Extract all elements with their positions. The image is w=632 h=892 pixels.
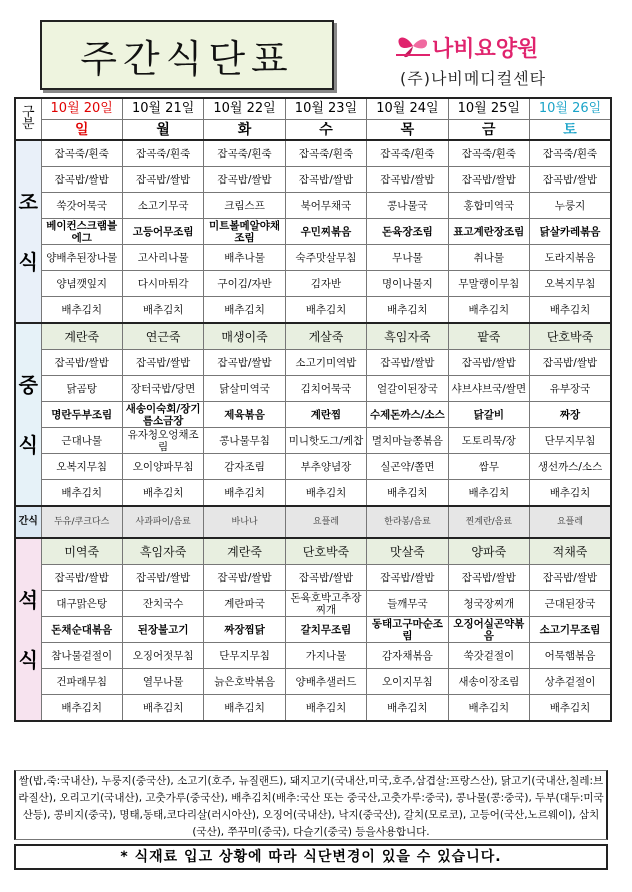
menu-cell: 배추김치 bbox=[530, 480, 611, 507]
menu-cell: 김치어묵국 bbox=[285, 376, 366, 402]
butterfly-logo-icon bbox=[396, 34, 430, 58]
breakfast-row bbox=[15, 271, 611, 297]
menu-cell: 잡곡밥/쌀밥 bbox=[122, 167, 203, 193]
menu-cell: 돈채순대볶음 bbox=[41, 617, 122, 643]
menu-cell: 잡곡밥/쌀밥 bbox=[367, 350, 448, 376]
menu-cell: 소고기무국 bbox=[122, 193, 203, 219]
menu-cell: 단호박죽 bbox=[285, 538, 366, 565]
gubun-header: 구분 bbox=[15, 98, 41, 140]
snack-cell: 찐계란/음료 bbox=[448, 506, 529, 538]
menu-cell: 양배추샐러드 bbox=[285, 669, 366, 695]
lunch-row bbox=[15, 454, 611, 480]
menu-cell: 상추겉절이 bbox=[530, 669, 611, 695]
menu-cell: 짜장 bbox=[530, 402, 611, 428]
menu-cell: 잡곡밥/쌀밥 bbox=[530, 565, 611, 591]
menu-cell: 콩나물무침 bbox=[204, 428, 285, 454]
menu-cell: 청국장찌개 bbox=[448, 591, 529, 617]
breakfast-label-char2: 식 bbox=[18, 249, 38, 274]
menu-cell: 배추김치 bbox=[204, 480, 285, 507]
menu-cell: 쑥갓겉절이 bbox=[448, 643, 529, 669]
menu-cell: 오복지무침 bbox=[41, 454, 122, 480]
menu-cell: 크림스프 bbox=[204, 193, 285, 219]
dinner-label bbox=[15, 538, 41, 721]
menu-cell: 양배추된장나물 bbox=[41, 245, 122, 271]
breakfast-label-char1: 조 bbox=[18, 189, 38, 214]
menu-cell: 잡곡밥/쌀밥 bbox=[285, 565, 366, 591]
menu-cell: 잡곡밥/쌀밥 bbox=[367, 167, 448, 193]
menu-cell: 닭살카레볶음 bbox=[530, 219, 611, 245]
menu-cell: 연근죽 bbox=[122, 323, 203, 350]
menu-cell: 도라지볶음 bbox=[530, 245, 611, 271]
date-header-row bbox=[15, 98, 611, 120]
menu-cell: 오이지무침 bbox=[367, 669, 448, 695]
menu-cell: 콩나물국 bbox=[367, 193, 448, 219]
breakfast-row bbox=[15, 297, 611, 324]
menu-cell: 홍합미역국 bbox=[448, 193, 529, 219]
menu-cell: 배추김치 bbox=[285, 695, 366, 722]
menu-cell: 돈육장조림 bbox=[367, 219, 448, 245]
menu-cell: 쌈무 bbox=[448, 454, 529, 480]
menu-cell: 배추김치 bbox=[41, 480, 122, 507]
day-cell: 금 bbox=[448, 120, 529, 141]
menu-cell: 배추김치 bbox=[204, 695, 285, 722]
dinner-row bbox=[15, 643, 611, 669]
menu-cell: 소고기미역밥 bbox=[285, 350, 366, 376]
menu-cell: 잡곡밥/쌀밥 bbox=[204, 167, 285, 193]
snack-cell: 바나나 bbox=[204, 506, 285, 538]
menu-cell: 대구맑은탕 bbox=[41, 591, 122, 617]
dinner-row bbox=[15, 565, 611, 591]
menu-cell: 잡곡밥/쌀밥 bbox=[367, 565, 448, 591]
menu-cell: 배추김치 bbox=[122, 695, 203, 722]
menu-cell: 배추김치 bbox=[367, 480, 448, 507]
menu-cell: 샤브샤브국/쌀면 bbox=[448, 376, 529, 402]
menu-cell: 짜장찜닭 bbox=[204, 617, 285, 643]
page-title: 주간식단표 bbox=[40, 20, 334, 90]
menu-cell: 근대된장국 bbox=[530, 591, 611, 617]
menu-cell: 잡곡밥/쌀밥 bbox=[285, 167, 366, 193]
menu-cell: 누룽지 bbox=[530, 193, 611, 219]
menu-cell: 잡곡죽/흰죽 bbox=[448, 140, 529, 167]
menu-cell: 우민찌볶음 bbox=[285, 219, 366, 245]
menu-cell: 구이김/자반 bbox=[204, 271, 285, 297]
menu-table bbox=[14, 97, 612, 722]
menu-cell: 건파래무침 bbox=[41, 669, 122, 695]
menu-cell: 잡곡죽/흰죽 bbox=[41, 140, 122, 167]
menu-cell: 유부장국 bbox=[530, 376, 611, 402]
breakfast-label bbox=[15, 140, 41, 323]
menu-cell: 근대나물 bbox=[41, 428, 122, 454]
menu-cell: 숙주맛살무침 bbox=[285, 245, 366, 271]
breakfast-row bbox=[15, 140, 611, 167]
dinner-row bbox=[15, 695, 611, 722]
menu-cell: 북어무채국 bbox=[285, 193, 366, 219]
menu-cell: 김자반 bbox=[285, 271, 366, 297]
menu-cell: 닭살미역국 bbox=[204, 376, 285, 402]
company-name: (주)나비메디컬센타 bbox=[400, 69, 547, 88]
menu-cell: 감자채볶음 bbox=[367, 643, 448, 669]
snack-cell: 한라봉/음료 bbox=[367, 506, 448, 538]
menu-cell: 무말랭이무침 bbox=[448, 271, 529, 297]
menu-cell: 미트볼메알야채조림 bbox=[204, 219, 285, 245]
menu-cell: 잡곡밥/쌀밥 bbox=[204, 565, 285, 591]
date-cell: 10월 23일 bbox=[285, 98, 366, 120]
day-cell: 일 bbox=[41, 120, 122, 141]
menu-cell: 열무나물 bbox=[122, 669, 203, 695]
menu-cell: 잡곡밥/쌀밥 bbox=[448, 565, 529, 591]
snack-cell: 요플레 bbox=[530, 506, 611, 538]
snack-cell: 두유/쿠크다스 bbox=[41, 506, 122, 538]
lunch-label bbox=[15, 323, 41, 506]
label-spacer bbox=[16, 217, 41, 247]
menu-cell: 배추김치 bbox=[122, 297, 203, 324]
menu-cell: 배추김치 bbox=[41, 695, 122, 722]
menu-cell: 잡곡죽/흰죽 bbox=[367, 140, 448, 167]
menu-cell: 오이양파무침 bbox=[122, 454, 203, 480]
menu-cell: 흑임자죽 bbox=[122, 538, 203, 565]
menu-cell: 잡곡죽/흰죽 bbox=[285, 140, 366, 167]
snack-cell: 요플레 bbox=[285, 506, 366, 538]
menu-cell: 배추김치 bbox=[285, 297, 366, 324]
menu-cell: 잡곡죽/흰죽 bbox=[530, 140, 611, 167]
menu-cell: 고사리나물 bbox=[122, 245, 203, 271]
day-cell: 월 bbox=[122, 120, 203, 141]
day-header-row bbox=[15, 120, 611, 141]
menu-cell: 어묵햄볶음 bbox=[530, 643, 611, 669]
menu-cell: 감자조림 bbox=[204, 454, 285, 480]
menu-cell: 도토리묵/장 bbox=[448, 428, 529, 454]
menu-cell: 계란죽 bbox=[41, 323, 122, 350]
menu-cell: 단무지무침 bbox=[530, 428, 611, 454]
dinner-row bbox=[15, 669, 611, 695]
dinner-row bbox=[15, 617, 611, 643]
menu-cell: 표고계란장조림 bbox=[448, 219, 529, 245]
menu-cell: 배추나물 bbox=[204, 245, 285, 271]
day-cell: 목 bbox=[367, 120, 448, 141]
breakfast-row bbox=[15, 167, 611, 193]
menu-cell: 부추양념장 bbox=[285, 454, 366, 480]
menu-cell: 잡곡밥/쌀밥 bbox=[448, 350, 529, 376]
menu-cell: 잡곡밥/쌀밥 bbox=[530, 350, 611, 376]
menu-cell: 베이컨스크램블에그 bbox=[41, 219, 122, 245]
menu-cell: 닭곰탕 bbox=[41, 376, 122, 402]
menu-cell: 단무지무침 bbox=[204, 643, 285, 669]
menu-cell: 배추김치 bbox=[122, 480, 203, 507]
menu-cell: 잡곡밥/쌀밥 bbox=[41, 565, 122, 591]
menu-cell: 실곤약/쫄면 bbox=[367, 454, 448, 480]
menu-cell: 생선까스/소스 bbox=[530, 454, 611, 480]
dinner-label-char1: 석 bbox=[18, 587, 38, 612]
date-cell: 10월 22일 bbox=[204, 98, 285, 120]
breakfast-row bbox=[15, 193, 611, 219]
lunch-row bbox=[15, 428, 611, 454]
menu-cell: 새송이장조림 bbox=[448, 669, 529, 695]
date-cell: 10월 24일 bbox=[367, 98, 448, 120]
menu-cell: 갈치무조림 bbox=[285, 617, 366, 643]
menu-cell: 양념깻잎지 bbox=[41, 271, 122, 297]
menu-cell: 쑥갓어묵국 bbox=[41, 193, 122, 219]
menu-cell: 배추김치 bbox=[367, 297, 448, 324]
menu-cell: 소고기무조림 bbox=[530, 617, 611, 643]
menu-cell: 배추김치 bbox=[530, 297, 611, 324]
menu-cell: 배추김치 bbox=[204, 297, 285, 324]
label-spacer bbox=[16, 400, 41, 430]
menu-cell: 팥죽 bbox=[448, 323, 529, 350]
menu-cell: 들깨무국 bbox=[367, 591, 448, 617]
menu-cell: 배추김치 bbox=[448, 297, 529, 324]
menu-cell: 얼갈이된장국 bbox=[367, 376, 448, 402]
menu-cell: 양파죽 bbox=[448, 538, 529, 565]
menu-cell: 닭갈비 bbox=[448, 402, 529, 428]
logo-name-part1: 나비 bbox=[432, 37, 475, 62]
menu-cell: 유자청오엉채조림 bbox=[122, 428, 203, 454]
menu-cell: 배추김치 bbox=[448, 480, 529, 507]
menu-cell: 배추김치 bbox=[367, 695, 448, 722]
menu-cell: 잔치국수 bbox=[122, 591, 203, 617]
menu-cell: 오징어실곤약볶음 bbox=[448, 617, 529, 643]
date-cell: 10월 20일 bbox=[41, 98, 122, 120]
menu-cell: 계란파국 bbox=[204, 591, 285, 617]
menu-cell: 배추김치 bbox=[285, 480, 366, 507]
menu-cell: 제육볶음 bbox=[204, 402, 285, 428]
menu-cell: 가지나물 bbox=[285, 643, 366, 669]
menu-cell: 멸치마늘쫑볶음 bbox=[367, 428, 448, 454]
menu-cell: 적채죽 bbox=[530, 538, 611, 565]
day-cell: 화 bbox=[204, 120, 285, 141]
menu-cell: 잡곡밥/쌀밥 bbox=[204, 350, 285, 376]
menu-cell: 늙은호박볶음 bbox=[204, 669, 285, 695]
menu-cell: 장터국밥/당면 bbox=[122, 376, 203, 402]
menu-cell: 잡곡밥/쌀밥 bbox=[530, 167, 611, 193]
menu-cell: 매생이죽 bbox=[204, 323, 285, 350]
logo-name bbox=[432, 32, 538, 63]
menu-cell: 된장불고기 bbox=[122, 617, 203, 643]
menu-cell: 게살죽 bbox=[285, 323, 366, 350]
lunch-row bbox=[15, 402, 611, 428]
menu-cell: 명란두부조림 bbox=[41, 402, 122, 428]
lunch-row bbox=[15, 376, 611, 402]
menu-cell: 다시마튀각 bbox=[122, 271, 203, 297]
menu-cell: 잡곡밥/쌀밥 bbox=[122, 565, 203, 591]
menu-cell: 흑임자죽 bbox=[367, 323, 448, 350]
menu-cell: 잡곡죽/흰죽 bbox=[122, 140, 203, 167]
lunch-label-char1: 중 bbox=[18, 372, 38, 397]
menu-cell: 배추김치 bbox=[530, 695, 611, 722]
menu-cell: 미니핫도그/케찹 bbox=[285, 428, 366, 454]
menu-cell: 오징어젓무침 bbox=[122, 643, 203, 669]
menu-cell: 배추김치 bbox=[448, 695, 529, 722]
lunch-row bbox=[15, 350, 611, 376]
dinner-row bbox=[15, 591, 611, 617]
menu-cell: 오복지무침 bbox=[530, 271, 611, 297]
menu-cell: 참나물겉절이 bbox=[41, 643, 122, 669]
menu-cell: 계란찜 bbox=[285, 402, 366, 428]
menu-cell: 단호박죽 bbox=[530, 323, 611, 350]
menu-cell: 잡곡밥/쌀밥 bbox=[41, 350, 122, 376]
logo-name-part2: 요양원 bbox=[474, 37, 539, 62]
change-note: * 식재료 입고 상황에 따라 식단변경이 있을 수 있습니다. bbox=[14, 844, 608, 870]
menu-cell: 돈육호박고추장찌개 bbox=[285, 591, 366, 617]
date-cell: 10월 25일 bbox=[448, 98, 529, 120]
lunch-row bbox=[15, 480, 611, 507]
date-cell: 10월 26일 bbox=[530, 98, 611, 120]
date-cell: 10월 21일 bbox=[122, 98, 203, 120]
origin-note: 쌀(밥,죽:국내산), 누룽지(중국산), 소고기(호주, 뉴질랜드), 돼지고기(국내산,미국,호주,삼겹살:프랑스산), 닭고기(국내산,칠레:브라질산), 오리고기(국내산), 고춧가루(중국산), 배추김치(배추:국산 또는 중국산,고춧가루:중국), 콩나물(콩:중국), 두부(대두:미국산등), 콩비지(중국), 명태,동태,코다리살(러시아산), 오징어(국내산), 낙지(중국산), 갈치(모로코), 고등어(국산,노르웨이), 삼치(국산), 쭈꾸미(중국), 다슬기(중국) 등을사용합니다. bbox=[14, 770, 608, 840]
menu-cell: 수제돈까스/소스 bbox=[367, 402, 448, 428]
menu-cell: 잡곡밥/쌀밥 bbox=[122, 350, 203, 376]
dinner-row bbox=[15, 538, 611, 565]
snack-label: 간식 bbox=[15, 506, 41, 538]
label-spacer bbox=[16, 615, 41, 645]
breakfast-row bbox=[15, 245, 611, 271]
menu-cell: 명이나물지 bbox=[367, 271, 448, 297]
dinner-label-char2: 식 bbox=[18, 647, 38, 672]
company-logo bbox=[394, 26, 624, 88]
menu-cell: 잡곡죽/흰죽 bbox=[204, 140, 285, 167]
breakfast-row bbox=[15, 219, 611, 245]
lunch-label-char2: 식 bbox=[18, 432, 38, 457]
snack-row bbox=[15, 506, 611, 538]
menu-cell: 무나물 bbox=[367, 245, 448, 271]
day-cell: 토 bbox=[530, 120, 611, 141]
menu-cell: 계란죽 bbox=[204, 538, 285, 565]
day-cell: 수 bbox=[285, 120, 366, 141]
menu-cell: 미역죽 bbox=[41, 538, 122, 565]
lunch-row bbox=[15, 323, 611, 350]
menu-cell: 맛살죽 bbox=[367, 538, 448, 565]
menu-cell: 새송이숙회/장기름소금장 bbox=[122, 402, 203, 428]
menu-cell: 동태고구마순조림 bbox=[367, 617, 448, 643]
menu-cell: 잡곡밥/쌀밥 bbox=[41, 167, 122, 193]
menu-cell: 고등어무조림 bbox=[122, 219, 203, 245]
menu-cell: 잡곡밥/쌀밥 bbox=[448, 167, 529, 193]
menu-cell: 취나물 bbox=[448, 245, 529, 271]
snack-cell: 사과파이/음료 bbox=[122, 506, 203, 538]
menu-cell: 배추김치 bbox=[41, 297, 122, 324]
